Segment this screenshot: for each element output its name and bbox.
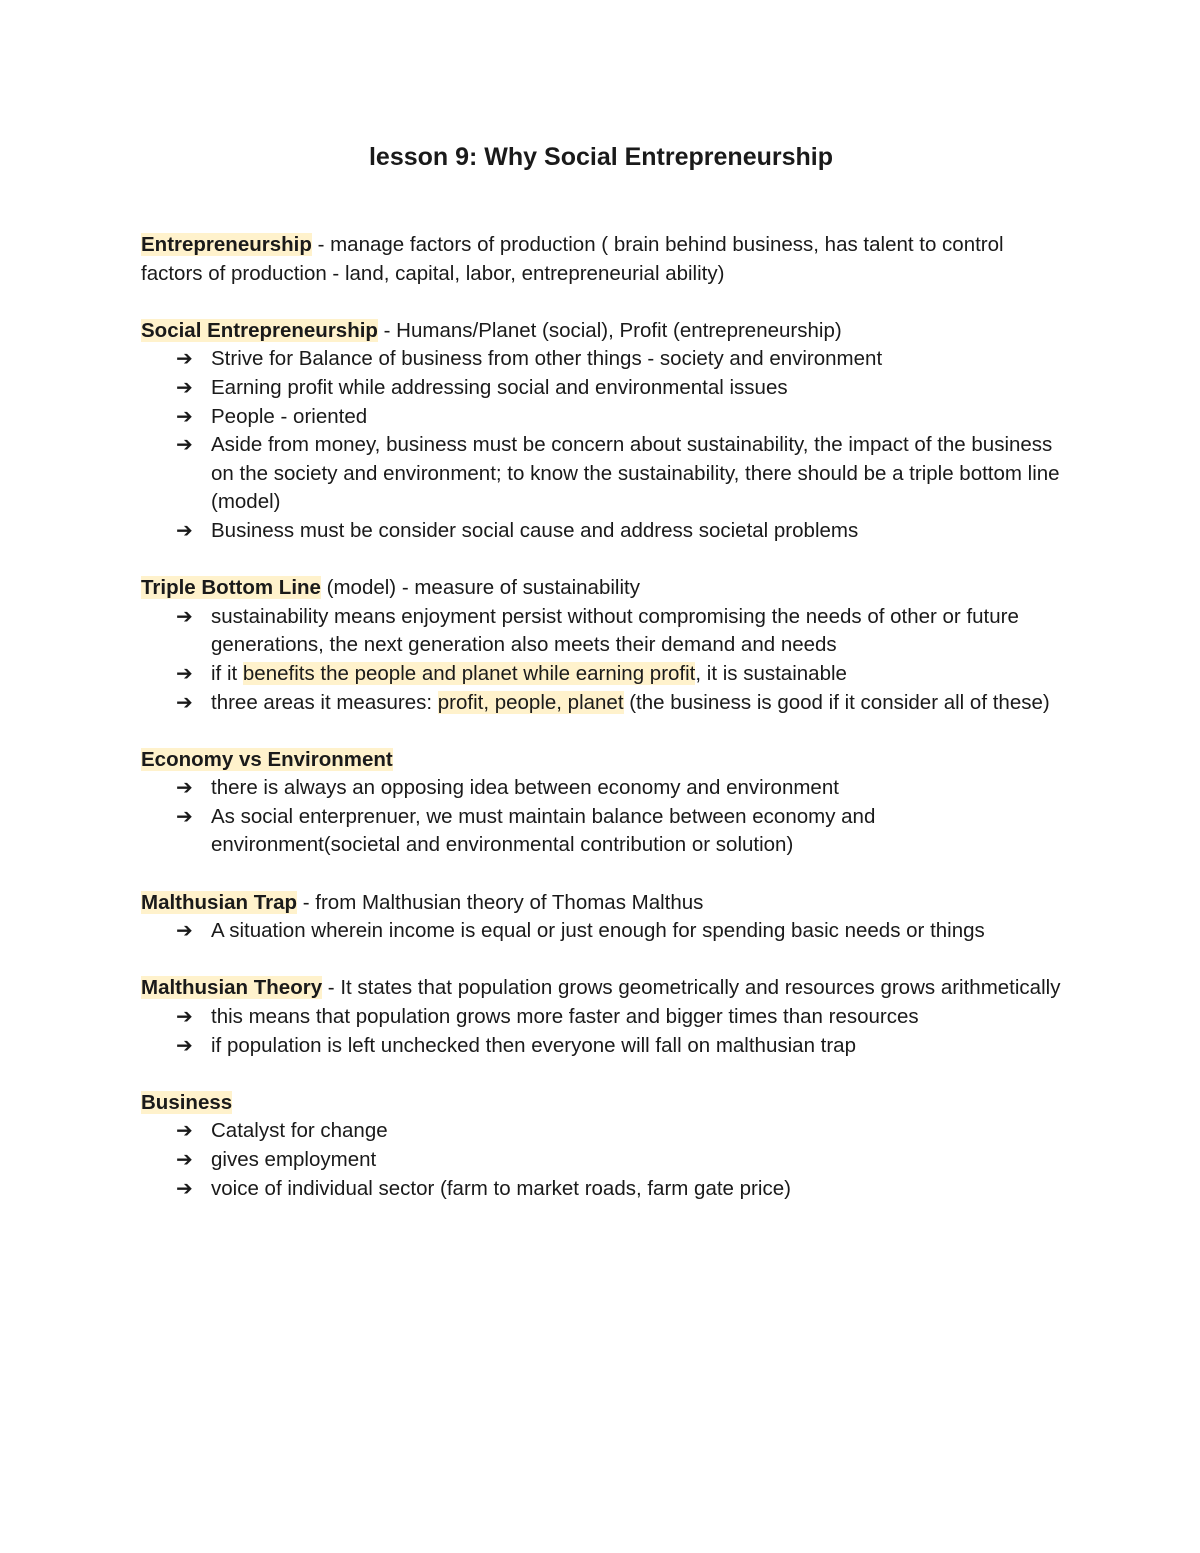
definition-text: (model) - measure of sustainability xyxy=(320,576,640,600)
list-item-text: there is always an opposing idea between economy and environment xyxy=(211,776,839,800)
list-item xyxy=(176,1032,1061,1061)
list-item xyxy=(176,1003,1061,1032)
term-social-entrepreneurship: Social Entrepreneurship xyxy=(141,318,378,342)
section-economy-vs-environment xyxy=(141,746,1061,860)
list-item-text-before: three areas it measures: xyxy=(211,690,438,714)
page-title: lesson 9: Why Social Entrepreneurship xyxy=(368,143,833,171)
section-entrepreneurship xyxy=(141,231,1061,288)
list-item xyxy=(176,1117,1061,1146)
arrow-bullet-icon: ➔ xyxy=(176,434,193,457)
list-item xyxy=(176,517,1061,546)
definition-line xyxy=(141,889,1061,918)
list-item-text-after: , it is sustainable xyxy=(695,661,847,685)
section-malthusian-trap xyxy=(141,889,1061,946)
definition-line xyxy=(141,974,1061,1003)
bullet-list xyxy=(141,345,1061,545)
list-item xyxy=(176,431,1061,517)
list-item xyxy=(176,689,1061,718)
list-item-text: A situation wherein income is equal or just enough for spending basic needs or things xyxy=(211,919,985,943)
section-malthusian-theory xyxy=(141,974,1061,1060)
highlighted-text: benefits the people and planet while earning profit xyxy=(242,661,696,685)
definition-text: - manage factors of production ( brain behind business, has talent to control factors of production - land, capital, labor, entrepreneurial ability) xyxy=(141,233,1004,285)
list-item xyxy=(176,603,1061,660)
list-item-text-before: if it xyxy=(211,661,243,685)
definition-text: - from Malthusian theory of Thomas Malthus xyxy=(297,890,704,914)
definition-text: - Humans/Planet (social), Profit (entrepreneurship) xyxy=(377,318,842,342)
list-item-text: Strive for Balance of business from other things - society and environment xyxy=(211,347,883,371)
section-triple-bottom-line xyxy=(141,574,1061,717)
document-body xyxy=(141,231,1061,1232)
term-economy-vs-environment: Economy vs Environment xyxy=(141,747,393,771)
list-item xyxy=(176,774,1061,803)
term-entrepreneurship: Entrepreneurship xyxy=(141,233,312,256)
definition-line xyxy=(141,231,1061,288)
arrow-bullet-icon: ➔ xyxy=(176,405,193,428)
section-business xyxy=(141,1089,1061,1203)
list-item xyxy=(176,917,1061,946)
arrow-bullet-icon: ➔ xyxy=(176,519,193,542)
term-malthusian-trap: Malthusian Trap xyxy=(141,890,298,914)
list-item-text: sustainability means enjoyment persist without compromising the needs of other or future generations, the next generation also meets their demand and needs xyxy=(211,604,1019,657)
list-item-text: voice of individual sector (farm to market roads, farm gate price) xyxy=(211,1176,791,1200)
bullet-list xyxy=(141,1117,1061,1203)
term-malthusian-theory: Malthusian Theory xyxy=(141,976,323,1000)
definition-text: - It states that population grows geometrically and resources grows arithmetically xyxy=(322,976,1061,1000)
list-item xyxy=(176,1146,1061,1175)
arrow-bullet-icon: ➔ xyxy=(176,691,193,714)
list-item-text: Aside from money, business must be concern about sustainability, the impact of the business on the society and environment; to know the sustainability, there should be a triple bottom line (model) xyxy=(211,433,1060,514)
list-item-text: if population is left unchecked then everyone will fall on malthusian trap xyxy=(211,1033,856,1057)
list-item-text: Catalyst for change xyxy=(211,1119,388,1143)
list-item-text: gives employment xyxy=(211,1148,377,1171)
list-item xyxy=(176,660,1061,689)
arrow-bullet-icon: ➔ xyxy=(176,777,193,800)
arrow-bullet-icon: ➔ xyxy=(176,1149,193,1171)
definition-line xyxy=(141,574,1061,603)
arrow-bullet-icon: ➔ xyxy=(176,605,193,628)
bullet-list xyxy=(141,1003,1061,1060)
section-social-entrepreneurship xyxy=(141,317,1061,546)
definition-line xyxy=(141,317,1061,346)
list-item-text: People - oriented xyxy=(211,404,368,428)
highlighted-text: profit, people, planet xyxy=(437,690,624,714)
bullet-list xyxy=(141,774,1061,860)
bullet-list xyxy=(141,603,1061,717)
list-item-text-after: (the business is good if it consider all of these) xyxy=(623,690,1050,714)
list-item xyxy=(176,1175,1061,1204)
list-item-text: Business must be consider social cause and address societal problems xyxy=(211,518,859,542)
arrow-bullet-icon: ➔ xyxy=(176,662,193,685)
arrow-bullet-icon: ➔ xyxy=(176,805,193,828)
heading-line xyxy=(141,1089,1061,1118)
arrow-bullet-icon: ➔ xyxy=(176,1177,193,1200)
list-item xyxy=(176,803,1061,860)
term-triple-bottom-line: Triple Bottom Line xyxy=(141,576,321,600)
list-item xyxy=(176,374,1061,403)
arrow-bullet-icon: ➔ xyxy=(176,920,193,943)
list-item xyxy=(176,345,1061,374)
arrow-bullet-icon: ➔ xyxy=(176,1034,193,1057)
arrow-bullet-icon: ➔ xyxy=(176,376,193,399)
arrow-bullet-icon: ➔ xyxy=(176,1006,193,1029)
list-item-text: As social enterprenuer, we must maintain balance between economy and environment(societal and environmental contribution or solution) xyxy=(211,804,876,857)
bullet-list xyxy=(141,917,1061,946)
list-item-text: Earning profit while addressing social and environmental issues xyxy=(211,375,788,399)
term-business: Business xyxy=(141,1090,233,1114)
list-item xyxy=(176,403,1061,432)
list-item-text: this means that population grows more faster and bigger times than resources xyxy=(211,1005,919,1029)
arrow-bullet-icon: ➔ xyxy=(176,348,193,371)
arrow-bullet-icon: ➔ xyxy=(176,1120,193,1143)
heading-line xyxy=(141,746,1061,775)
